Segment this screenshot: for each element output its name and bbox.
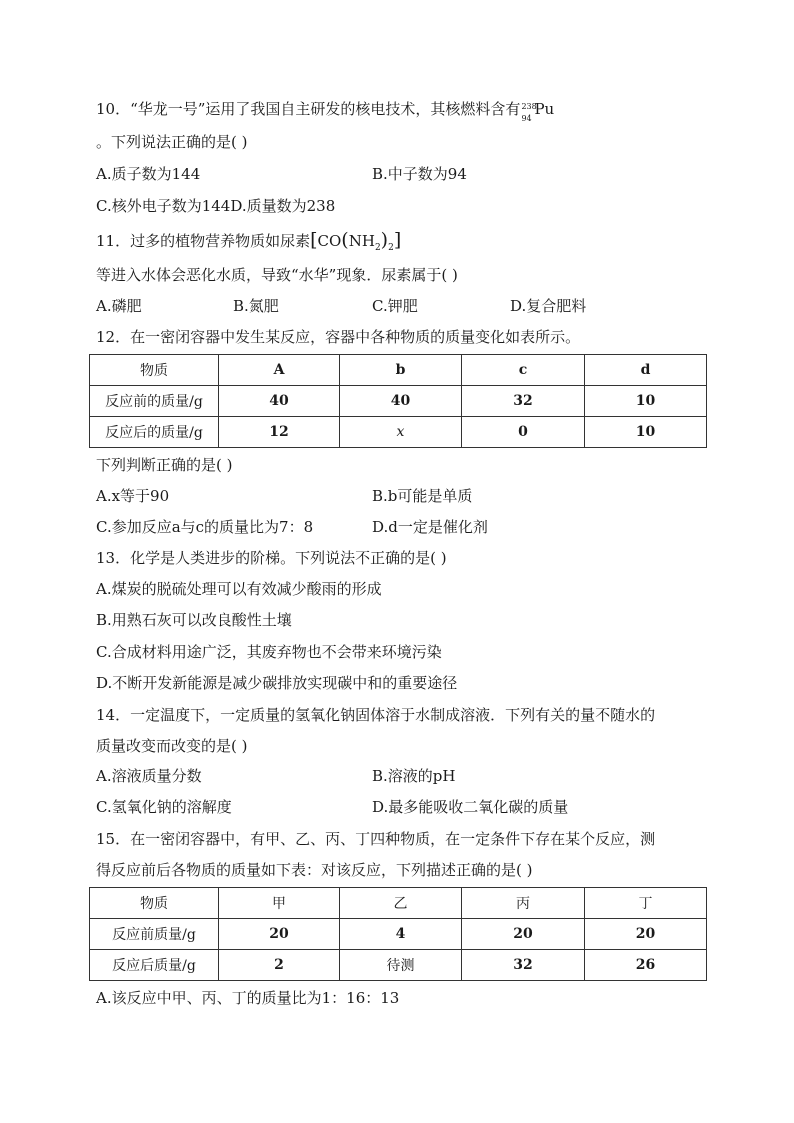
table-cell: 反应后的质量/g <box>90 417 219 448</box>
table-cell: 反应后质量/g <box>90 950 219 981</box>
table-cell: 待测 <box>340 950 462 981</box>
table-cell: 32 <box>462 950 585 981</box>
q13-option-c: C.合成材料用途广泛，其废弃物也不会带来环境污染 <box>96 643 442 661</box>
q15-mass-table <box>89 887 707 981</box>
q10-stem <box>96 99 555 123</box>
table-cell: 32 <box>462 386 585 417</box>
q11-option-c: C.钾肥 <box>372 297 418 315</box>
table-cell: 甲 <box>219 888 340 919</box>
table-cell: 物质 <box>90 888 219 919</box>
table-cell: 0 <box>462 417 585 448</box>
table-cell: 2 <box>219 950 340 981</box>
q12-option-a: A.x等于90 <box>96 487 170 505</box>
q12-option-c: C.参加反应a与c的质量比为7：8 <box>96 518 314 536</box>
isotope-atomic-number: 94 <box>521 114 532 123</box>
q10-stem-text: 10．“华龙一号”运用了我国自主研发的核电技术，其核燃料含有 <box>96 100 521 118</box>
q11-option-d: D.复合肥料 <box>510 297 587 315</box>
table-row <box>90 888 707 919</box>
formula-nh: NH <box>348 232 375 250</box>
q14-stem-line1: 14．一定温度下，一定质量的氢氧化钠固体溶于水制成溶液．下列有关的量不随水的 <box>96 706 656 724</box>
table-cell: 乙 <box>340 888 462 919</box>
q10-option-b: B.中子数为94 <box>372 165 467 183</box>
q15-option-a: A.该反应中甲、丙、丁的质量比为1：16：13 <box>96 989 400 1007</box>
q11-stem-line2: 等进入水体会恶化水质，导致“水华”现象．尿素属于( ) <box>96 266 458 284</box>
table-cell: 20 <box>585 919 707 950</box>
formula-paren-open: ( <box>341 229 349 251</box>
q10-option-cd <box>96 196 335 216</box>
q13-stem: 13．化学是人类进步的阶梯。下列说法不正确的是( ) <box>96 549 447 567</box>
table-cell: 40 <box>340 386 462 417</box>
q15-stem-line1: 15．在一密闭容器中，有甲、乙、丙、丁四种物质，在一定条件下存在某个反应，测 <box>96 830 656 848</box>
q11-stem <box>96 230 401 254</box>
q15-stem-line2: 得反应前后各物质的质量如下表：对该反应，下列描述正确的是( ) <box>96 861 533 879</box>
q14-option-b: B.溶液的pH <box>372 767 456 785</box>
table-cell: 物质 <box>90 355 219 386</box>
table-cell: x <box>340 417 462 448</box>
q14-stem-line2: 质量改变而改变的是( ) <box>96 737 248 755</box>
table-cell: d <box>585 355 707 386</box>
table-cell: 丙 <box>462 888 585 919</box>
q12-option-b: B.b可能是单质 <box>372 487 473 505</box>
q12-option-d: D.d一定是催化剂 <box>372 518 488 536</box>
table-cell: 反应前的质量/g <box>90 386 219 417</box>
table-cell: 10 <box>585 417 707 448</box>
table-row <box>90 417 707 448</box>
table-cell: 40 <box>219 386 340 417</box>
table-cell: b <box>340 355 462 386</box>
table-cell: 10 <box>585 386 707 417</box>
q10-option-c: C.核外电子数为144 <box>96 197 231 215</box>
table-cell: 12 <box>219 417 340 448</box>
q11-option-b: B.氮肥 <box>233 297 279 315</box>
q10-option-d: D.质量数为238 <box>230 197 336 215</box>
table-cell: c <box>462 355 585 386</box>
q11-stem-text: 11．过多的植物营养物质如尿素 <box>96 232 311 250</box>
q12-stem: 12．在一密闭容器中发生某反应，容器中各种物质的质量变化如表所示。 <box>96 328 581 346</box>
table-row <box>90 355 707 386</box>
table-row <box>90 950 707 981</box>
formula-bracket-left: [ <box>310 229 318 251</box>
table-row <box>90 386 707 417</box>
q10-stem-cont: 。下列说法正确的是( ) <box>96 133 248 151</box>
isotope-mass-number: 238 <box>521 102 537 111</box>
table-cell: 20 <box>462 919 585 950</box>
q14-option-d: D.最多能吸收二氧化碳的质量 <box>372 798 569 816</box>
formula-bracket-right: ] <box>393 229 402 251</box>
q14-option-c: C.氢氧化钠的溶解度 <box>96 798 232 816</box>
table-cell: 反应前质量/g <box>90 919 219 950</box>
table-cell: A <box>219 355 340 386</box>
q12-after-table: 下列判断正确的是( ) <box>96 456 233 474</box>
q11-option-a: A.磷肥 <box>96 297 142 315</box>
q10-option-a: A.质子数为144 <box>96 165 201 183</box>
table-row <box>90 919 707 950</box>
q14-option-a: A.溶液质量分数 <box>96 767 202 785</box>
q13-option-a: A.煤炭的脱硫处理可以有效减少酸雨的形成 <box>96 580 382 598</box>
formula-subscript: 2 <box>388 243 394 253</box>
q13-option-d: D.不断开发新能源是减少碳排放实现碳中和的重要途径 <box>96 674 458 692</box>
pu-isotope-notation <box>520 99 537 123</box>
table-cell: 26 <box>585 950 707 981</box>
formula-paren-close: ) <box>380 229 389 251</box>
formula-nh-subscript: 2 <box>374 243 381 253</box>
table-cell: 丁 <box>585 888 707 919</box>
isotope-symbol: Pu <box>534 100 555 118</box>
table-cell: 4 <box>340 919 462 950</box>
q13-option-b: B.用熟石灰可以改良酸性土壤 <box>96 611 292 629</box>
table-cell: 20 <box>219 919 340 950</box>
q12-mass-table <box>89 354 707 448</box>
formula-co: CO <box>317 232 342 250</box>
